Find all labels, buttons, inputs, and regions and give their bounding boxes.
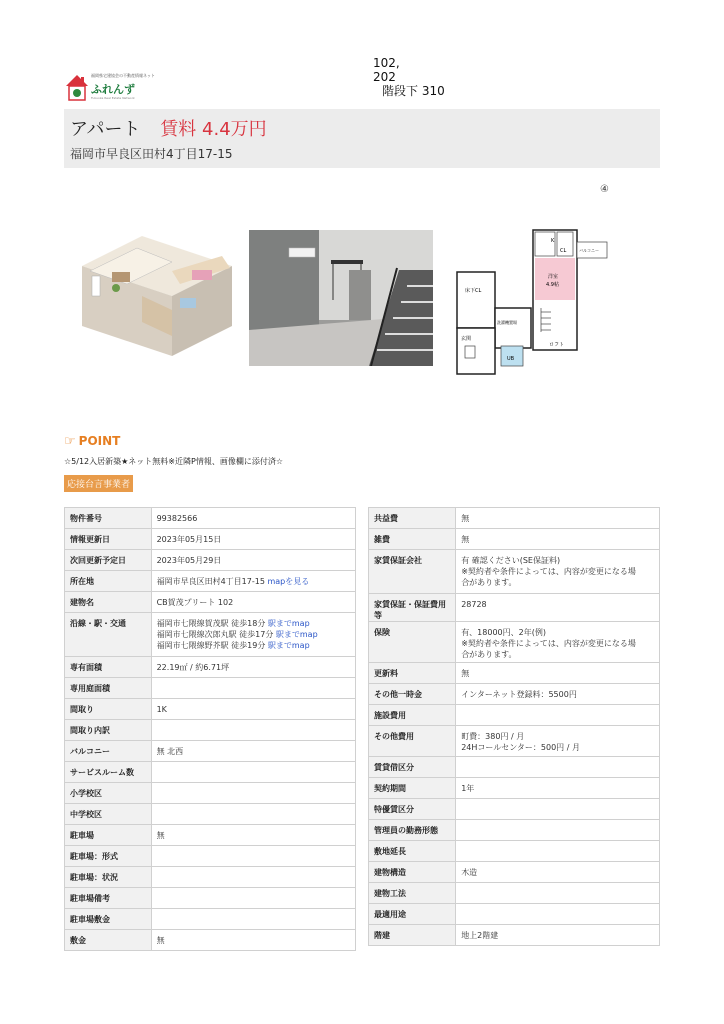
spec-value: [151, 846, 355, 867]
spec-label: 駐車場：形式: [65, 846, 152, 867]
spec-label: 中学校区: [65, 804, 152, 825]
point-heading: [64, 434, 120, 449]
spec-label: 敷地延長: [369, 841, 456, 862]
spec-label: その他費用: [369, 726, 456, 757]
room-line-1: 102,: [373, 56, 400, 70]
room-line-2: 202: [373, 70, 396, 84]
spec-value: [151, 783, 355, 804]
spec-value: 22.19㎡ / 約6.71坪: [151, 657, 355, 678]
right-table-row: [369, 925, 660, 946]
spec-value: [151, 804, 355, 825]
left-table-row: [65, 571, 356, 592]
left-table-row: [65, 529, 356, 550]
spec-value: 無: [151, 825, 355, 846]
right-table-row: [369, 622, 660, 663]
left-table-row: [65, 741, 356, 762]
right-table-row: [369, 862, 660, 883]
room-line-3: 階段下 310: [382, 84, 445, 98]
spec-value: [456, 705, 660, 726]
left-table-row: [65, 762, 356, 783]
fp-label-room: 洋室: [548, 274, 559, 280]
fp-label-loft: ロフト: [549, 342, 565, 348]
fp-label-entrance: 玄関: [461, 336, 472, 342]
spec-value: [151, 888, 355, 909]
spec-label: バルコニー: [65, 741, 152, 762]
spec-label: 更新料: [369, 663, 456, 684]
spec-value: [151, 909, 355, 930]
spec-label: 階建: [369, 925, 456, 946]
spec-value: 無: [151, 930, 355, 951]
left-table-row: [65, 508, 356, 529]
spec-value: [456, 904, 660, 925]
rent-price: 賃料 4.4万円: [160, 119, 267, 140]
spec-value: 1K: [151, 699, 355, 720]
left-table-row: [65, 888, 356, 909]
left-table-row: [65, 550, 356, 571]
left-table-row: [65, 930, 356, 951]
spec-label: 駐車場：状況: [65, 867, 152, 888]
spec-value: インターネット登録料：5500円: [456, 684, 660, 705]
spec-label: 敷金: [65, 930, 152, 951]
station-map-link[interactable]: 駅までmap: [267, 619, 310, 628]
left-table-row: [65, 783, 356, 804]
spec-label: 建物名: [65, 592, 152, 613]
right-table-row: [369, 684, 660, 705]
spec-value: [151, 720, 355, 741]
address-map-link[interactable]: mapを見る: [267, 577, 310, 586]
fp-label-washer: 洗濯機置場: [497, 320, 517, 325]
left-table-row: [65, 720, 356, 741]
station-map-link[interactable]: 駅までmap: [267, 641, 310, 650]
logo-name: ふれんず: [91, 83, 135, 96]
corner-mark: ④: [600, 184, 609, 195]
property-header: [64, 109, 660, 168]
left-table-row: [65, 657, 356, 678]
pointing-hand-icon: ☞: [64, 434, 76, 449]
spec-value: [456, 757, 660, 778]
spec-value: 無: [456, 529, 660, 550]
right-table-row: [369, 705, 660, 726]
left-table-row: [65, 804, 356, 825]
right-table-row: [369, 799, 660, 820]
spec-table-left: [64, 507, 356, 951]
spec-label: 契約期間: [369, 778, 456, 799]
spec-value: 福岡市早良区田村4丁目17-15 mapを見る: [151, 571, 355, 592]
spec-value: 2023年05月29日: [151, 550, 355, 571]
point-description: ☆5/12入居新築★ネット無料※近隣P情報、画像欄に添付済☆: [64, 457, 284, 466]
spec-label: 駐車場敷金: [65, 909, 152, 930]
spec-label: 共益費: [369, 508, 456, 529]
spec-label: 次回更新予定日: [65, 550, 152, 571]
spec-label: 情報更新日: [65, 529, 152, 550]
spec-label: 駐車場: [65, 825, 152, 846]
spec-value: 福岡市七隈線賀茂駅 徒歩18分 駅までmap 福岡市七隈線次郎丸駅 徒歩17分 駅までmap 福岡市七隈線野芥駅 徒歩19分 駅までmap: [151, 613, 355, 657]
room-3d-rendering: [72, 226, 240, 362]
left-table-row: [65, 867, 356, 888]
station-map-link[interactable]: 駅までmap: [275, 630, 318, 639]
right-table-row: [369, 550, 660, 594]
spec-label: 間取り: [65, 699, 152, 720]
spec-value: [456, 883, 660, 904]
spec-label: 家賃保証・保証費用等: [369, 594, 456, 622]
spec-label: 所在地: [65, 571, 152, 592]
interior-photo: [249, 230, 433, 366]
property-type: アパート: [70, 119, 141, 140]
spec-value: [456, 820, 660, 841]
property-address: 福岡市早良区田村4丁目17-15: [70, 147, 233, 161]
spec-value: 1年: [456, 778, 660, 799]
spec-label: 間取り内訳: [65, 720, 152, 741]
spec-label: 賃貸借区分: [369, 757, 456, 778]
right-table-row: [369, 594, 660, 622]
logo-tagline: 福岡県宅建協会の不動産情報ネット: [91, 73, 155, 78]
right-table-row: [369, 820, 660, 841]
spec-value: CB賀茂プリート 102: [151, 592, 355, 613]
spec-label: 駐車場備考: [65, 888, 152, 909]
left-table-row: [65, 825, 356, 846]
right-table-row: [369, 663, 660, 684]
spec-label: 保険: [369, 622, 456, 663]
spec-label: 雑費: [369, 529, 456, 550]
fp-label-ub: UB: [507, 356, 515, 362]
header-title: [70, 115, 267, 141]
spec-label: 沿線・駅・交通: [65, 613, 152, 657]
spec-label: 建物工法: [369, 883, 456, 904]
fp-label-room-size: 4.9帖: [546, 282, 559, 288]
house-logo-icon: [64, 72, 90, 104]
right-table-row: [369, 904, 660, 925]
spec-label: 建物構造: [369, 862, 456, 883]
left-table-row: [65, 613, 356, 657]
fp-label-k: K: [551, 238, 555, 244]
left-table-row: [65, 699, 356, 720]
spec-label: 小学校区: [65, 783, 152, 804]
spec-label: 専用庭面積: [65, 678, 152, 699]
spec-value: 町費：380円 / 月 24Hコールセンター：500円 / 月: [456, 726, 660, 757]
fp-label-balcony: バルコニー: [579, 248, 599, 253]
spec-value: 99382566: [151, 508, 355, 529]
spec-value: 無: [456, 663, 660, 684]
right-table-row: [369, 726, 660, 757]
spec-value: 2023年05月15日: [151, 529, 355, 550]
right-table-row: [369, 883, 660, 904]
spec-value: 地上2階建: [456, 925, 660, 946]
floorplan: [445, 228, 613, 378]
spec-table-right: [368, 507, 660, 946]
spec-value: 28728: [456, 594, 660, 622]
spec-value: 有 確認ください(SE保証料) ※契約者や条件によっては、内容が変更になる場 合があります。: [456, 550, 660, 594]
right-table-row: [369, 778, 660, 799]
right-table-row: [369, 508, 660, 529]
agent-badge: 応接台言事業者: [64, 475, 133, 492]
spec-label: 施設費用: [369, 705, 456, 726]
left-table-row: [65, 909, 356, 930]
spec-value: [151, 678, 355, 699]
spec-label: 特優賃区分: [369, 799, 456, 820]
left-table-row: [65, 592, 356, 613]
right-table-row: [369, 757, 660, 778]
left-table-row: [65, 846, 356, 867]
fp-label-under-cl: 床下CL: [465, 288, 482, 294]
spec-value: 有、18000円、2年(例) ※契約者や条件によっては、内容が変更になる場 合があります。: [456, 622, 660, 663]
spec-value: [151, 762, 355, 783]
spec-value: [456, 799, 660, 820]
right-table-row: [369, 529, 660, 550]
left-table-row: [65, 678, 356, 699]
spec-value: 無 北西: [151, 741, 355, 762]
fp-label-closet: CL: [560, 248, 567, 254]
spec-value: [151, 867, 355, 888]
spec-value: 無: [456, 508, 660, 529]
logo-sub: Fukuoka Real Estate Network: [91, 96, 135, 100]
spec-label: その他一時金: [369, 684, 456, 705]
room-numbers: [373, 56, 445, 98]
spec-label: サービスルーム数: [65, 762, 152, 783]
right-table-row: [369, 841, 660, 862]
point-label: POINT: [78, 434, 121, 448]
spec-value: [456, 841, 660, 862]
spec-label: 専有面積: [65, 657, 152, 678]
spec-value: 木造: [456, 862, 660, 883]
spec-label: 最適用途: [369, 904, 456, 925]
spec-label: 管理員の勤務形態: [369, 820, 456, 841]
spec-label: 物件番号: [65, 508, 152, 529]
spec-label: 家賃保証会社: [369, 550, 456, 594]
logo: [64, 72, 156, 104]
